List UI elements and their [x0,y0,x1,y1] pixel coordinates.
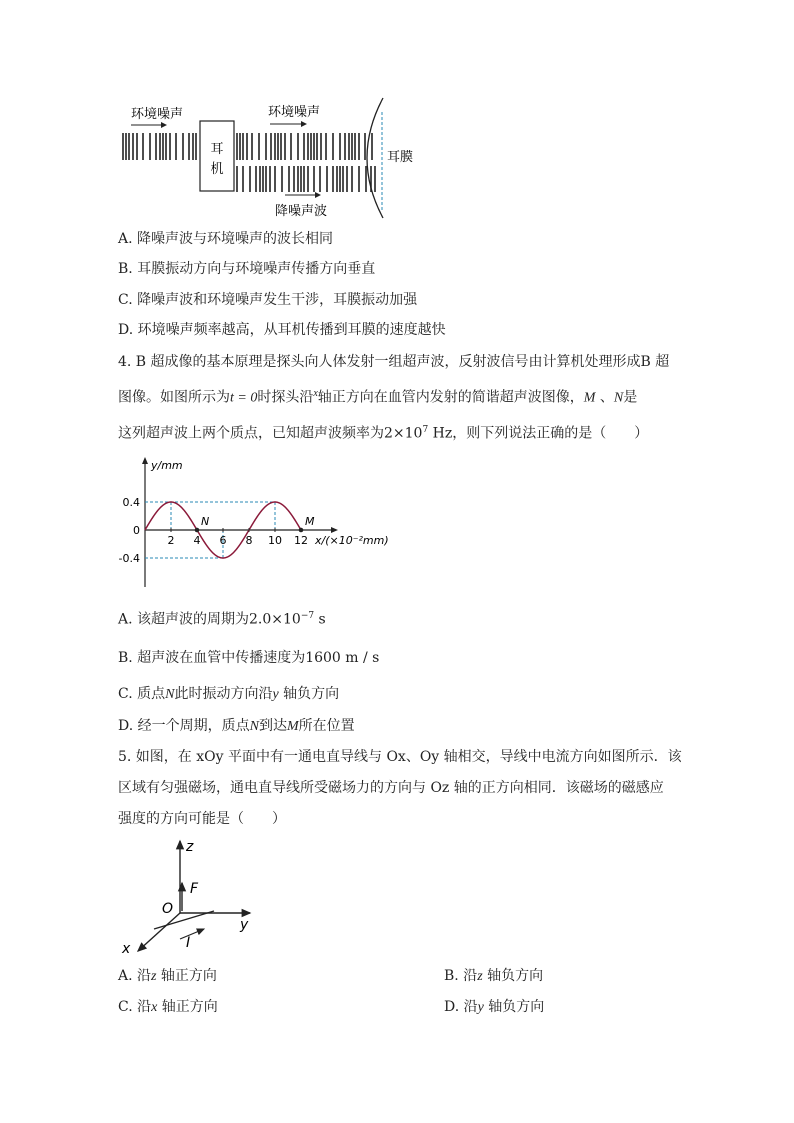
point-label-n: N [201,515,210,528]
q4-option-d-mid: 到达 [258,718,287,734]
q4-option-c-text: C. 质点 [118,686,166,702]
q4-option-c-y: y [272,687,279,702]
noise-cancel-figure [115,96,445,224]
q5-option-d-axis: y [477,1000,484,1015]
x-label: x [122,941,131,957]
q4-option-c-post: 轴负方向 [278,686,340,702]
x-axis [138,913,180,951]
q4-option-b[interactable] [118,648,379,668]
q5-option-c-text: C. 沿 [118,999,152,1015]
q5-option-d-post: 轴负方向 [483,999,545,1015]
current-arrow [180,929,204,939]
q4-option-b-text: B. 超声波在血管中传播速度为 [118,650,306,666]
q4-option-a-text: A. 该超声波的周期为 [118,611,250,628]
q4-stem-line1: 4. B 超成像的基本原理是探头向人体发射一组超声波，反射波信号由计算机处理形成B 超 [118,354,670,370]
y-tick-label: 0 [133,524,140,537]
x-axis-label: x/(×10⁻²mm) [315,534,389,547]
q4-option-a-exp: −7 [300,611,315,621]
q5-option-a[interactable] [118,966,217,987]
q4-option-a[interactable] [118,606,326,630]
q4-option-d-n: N [249,719,259,734]
q4-option-d[interactable] [118,716,355,737]
anti-noise-label: 降噪声波 [275,204,328,219]
q4-text: 轴正方向在血管内发射的简谐超声波图像， [317,389,584,406]
q4-option-d-m: M [286,719,299,734]
q4-option-a-unit: s [314,611,326,628]
q4-stem-line3 [118,420,648,444]
y-tick-label: -0.4 [118,552,140,565]
q4-freq-unit: Hz [428,425,453,442]
q4-text: ，则下列说法正确的是（ ） [452,425,649,442]
point-label-m: M [305,515,315,528]
q4-text: 这列超声波上两个质点，已知超声波频率为 [118,425,384,442]
x-tick-label: 10 [268,534,282,547]
q5-option-a-axis: z [151,969,157,984]
env-noise-label-right: 环境噪声 [268,105,321,120]
q5-option-d[interactable] [444,997,544,1018]
q4-text: 、 [595,389,614,406]
anti-noise-bars [237,166,375,192]
q4-option-a-value: 2.0×10 [249,611,301,628]
x-tick-label: 8 [245,534,253,547]
earphone-label-1: 耳 [210,142,224,157]
q4-option-c-n: N [165,687,175,702]
q4-stem-line2 [118,384,637,409]
y-axis-arrow [142,457,148,464]
q3-option-c[interactable]: C. 降噪声波和环境噪声发生干涉，耳膜振动加强 [118,292,418,308]
axes-figure-svg [118,835,268,960]
x-axis-arrow [331,527,338,533]
y-tick-label: 0.4 [122,496,140,509]
wave-chart [115,455,395,590]
current-label: I [186,935,191,951]
q5-stem-line2: 区域有匀强磁场，通电直导线所受磁场力的方向与 Oz 轴的正方向相同．该磁场的磁感应 [118,780,664,796]
origin-label: O [162,901,174,917]
y-axis-label: y/mm [151,459,183,472]
x-tick-label: 4 [193,534,201,547]
q4-option-d-post: 所在位置 [298,718,355,734]
q4-text: 时探头沿 [257,389,314,406]
eardrum-curve [367,98,383,218]
env-noise-bars-right [237,133,372,160]
q3-option-a[interactable]: A. 降噪声波与环境噪声的波长相同 [118,231,334,247]
q5-option-b-post: 轴负方向 [482,968,544,984]
q4-freq-exp: 7 [422,425,429,435]
x-tick-label: 2 [167,534,175,547]
arrow-anti-head [315,192,321,198]
z-label: z [186,839,194,855]
q4-option-b-value: 1600 m / s [305,650,380,666]
q3-option-d[interactable]: D. 环境噪声频率越高，从耳机传播到耳膜的速度越快 [118,322,446,338]
q4-option-c[interactable] [118,684,339,705]
force-label: F [190,881,199,897]
q4-text: 是 [623,389,638,406]
q4-option-c-mid: 此时振动方向沿 [174,686,273,702]
q4-n: N [613,390,624,406]
q4-text: 图像。如图所示为 [118,389,230,406]
q5-stem-line3: 强度的方向可能是（ ） [118,811,286,827]
q4-freq: 2×10 [384,425,423,442]
q5-option-b-axis: z [477,969,483,984]
x-tick-label: 6 [219,534,227,547]
q5-option-c-axis: x [151,1000,158,1015]
q3-option-b[interactable]: B. 耳膜振动方向与环境噪声传播方向垂直 [118,261,376,277]
q5-option-d-text: D. 沿 [444,999,478,1015]
q4-m: M [583,390,596,406]
y-label: y [240,917,249,933]
q5-option-a-text: A. 沿 [118,968,152,984]
q5-stem-line1: 5. 如图，在 xOy 平面中有一通电直导线与 Ox、Oy 轴相交，导线中电流方向如图所示．该 [118,749,682,765]
q5-option-c-post: 轴正方向 [157,999,218,1015]
eardrum-label: 耳膜 [387,150,414,165]
wave-chart-svg [115,455,395,590]
q4-time: t = 0 [230,390,258,406]
x-tick-label: 12 [294,534,308,547]
arrow-left-head [161,122,167,128]
env-noise-bars-left [123,133,196,160]
q5-option-c[interactable] [118,997,218,1018]
q4-x-axis: x [313,388,318,399]
noise-cancel-svg [115,96,445,224]
axes-figure [118,835,268,960]
earphone-label-2: 机 [210,162,224,177]
env-noise-label-left: 环境噪声 [131,107,184,122]
q5-option-b[interactable] [444,966,543,987]
q5-option-a-post: 轴正方向 [156,968,217,984]
q4-option-d-text: D. 经一个周期，质点 [118,718,250,734]
q5-option-b-text: B. 沿 [444,968,478,984]
arrow-right-head [301,121,307,127]
